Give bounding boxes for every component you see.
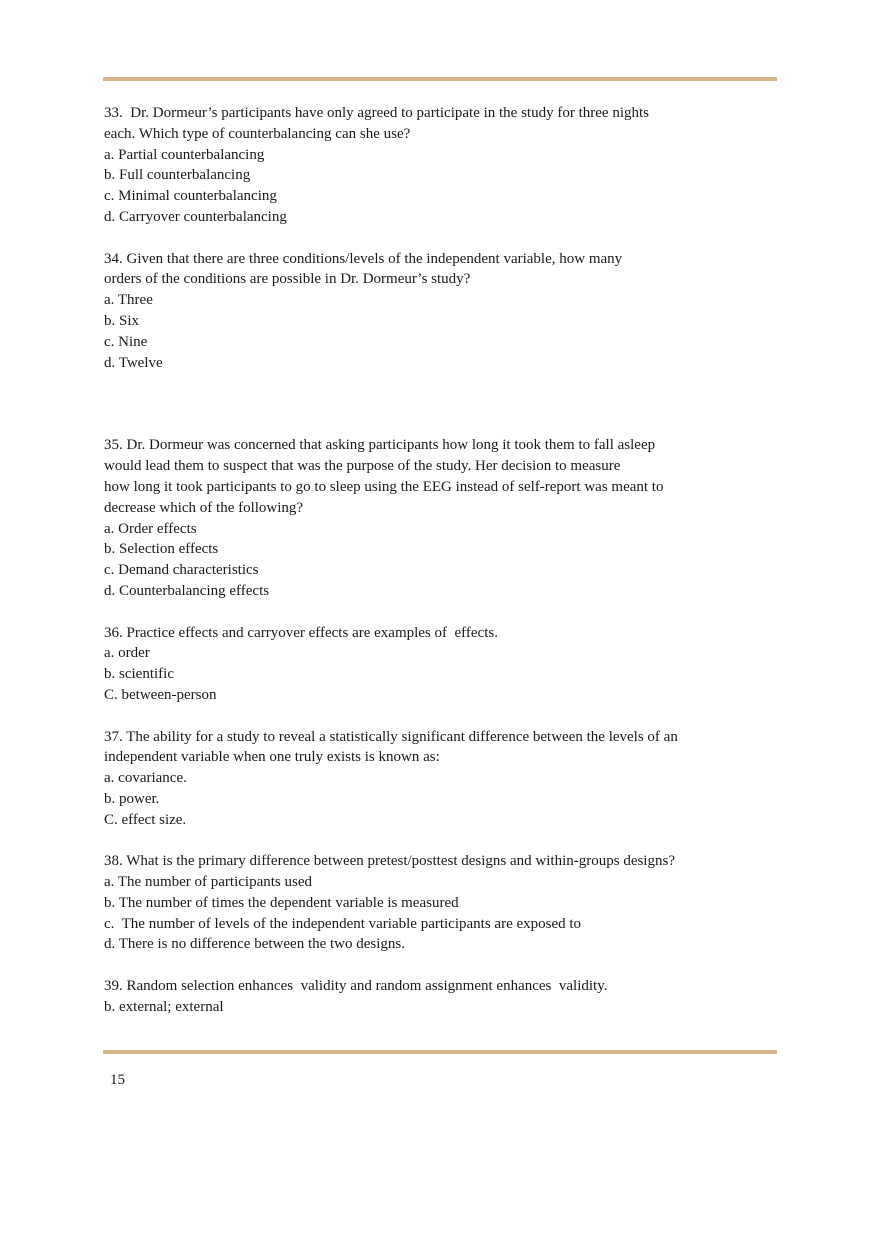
answer-option: a. Order effects: [104, 520, 197, 537]
question-37: [104, 727, 744, 831]
question-stem-line: 35. Dr. Dormeur was concerned that asking participants how long it took them to fall asleep: [104, 437, 656, 454]
question-stem-line: 38. What is the primary difference between pretest/posttest designs and within-groups designs?: [104, 853, 675, 870]
answer-option: c. The number of levels of the independent variable participants are exposed to: [104, 915, 582, 932]
answer-option: d. Twelve: [104, 354, 163, 371]
question-33: [104, 103, 744, 228]
answer-option: d. Counterbalancing effects: [104, 582, 270, 599]
question-39: [104, 976, 744, 1018]
answer-option: a. Three: [104, 292, 153, 309]
question-stem-line: 36. Practice effects and carryover effects are examples of effects.: [104, 624, 498, 641]
question-stem-line: orders of the conditions are possible in Dr. Dormeur’s study?: [104, 271, 471, 288]
answer-option: a. The number of participants used: [104, 874, 312, 891]
question-35: [104, 435, 744, 601]
answer-option: b. scientific: [104, 666, 174, 683]
answer-option: C. between-person: [104, 686, 217, 703]
answer-option: a. order: [104, 645, 150, 662]
footer-rule: [103, 1050, 777, 1054]
answer-option: c. Minimal counterbalancing: [104, 188, 277, 205]
question-stem-line: each. Which type of counterbalancing can she use?: [104, 125, 411, 142]
answer-option: b. Selection effects: [104, 541, 219, 558]
answer-option: d. Carryover counterbalancing: [104, 208, 287, 225]
question-stem-line: 37. The ability for a study to reveal a statistically significant difference between the levels of an: [104, 728, 678, 745]
answer-option: b. Full counterbalancing: [104, 167, 251, 184]
question-list: [104, 103, 744, 1038]
question-34: [104, 249, 744, 374]
question-stem-line: would lead them to suspect that was the purpose of the study. Her decision to measure: [104, 458, 621, 475]
answer-option: C. effect size.: [104, 811, 187, 828]
answer-option: b. The number of times the dependent variable is measured: [104, 894, 459, 911]
question-stem-line: decrease which of the following?: [104, 499, 304, 516]
question-stem-line: 33. Dr. Dormeur’s participants have only agreed to participate in the study for three nights: [104, 105, 649, 121]
answer-option: a. Partial counterbalancing: [104, 146, 265, 163]
question-38: [104, 851, 744, 955]
answer-option: b. external; external: [104, 998, 224, 1015]
answer-option: b. Six: [104, 312, 140, 329]
page-number: 15: [110, 1072, 125, 1088]
question-stem-line: independent variable when one truly exists is known as:: [104, 749, 440, 766]
question-36: [104, 623, 744, 706]
answer-option: d. There is no difference between the two designs.: [104, 936, 406, 953]
answer-option: b. power.: [104, 790, 160, 807]
answer-option: c. Nine: [104, 333, 148, 350]
question-stem-line: 34. Given that there are three conditions/levels of the independent variable, how many: [104, 250, 623, 267]
header-rule: [103, 77, 777, 81]
answer-option: a. covariance.: [104, 770, 187, 787]
question-stem-line: 39. Random selection enhances validity and random assignment enhances validity.: [104, 978, 608, 995]
answer-option: c. Demand characteristics: [104, 562, 259, 579]
question-stem-line: how long it took participants to go to sleep using the EEG instead of self-report was meant to: [104, 478, 664, 495]
